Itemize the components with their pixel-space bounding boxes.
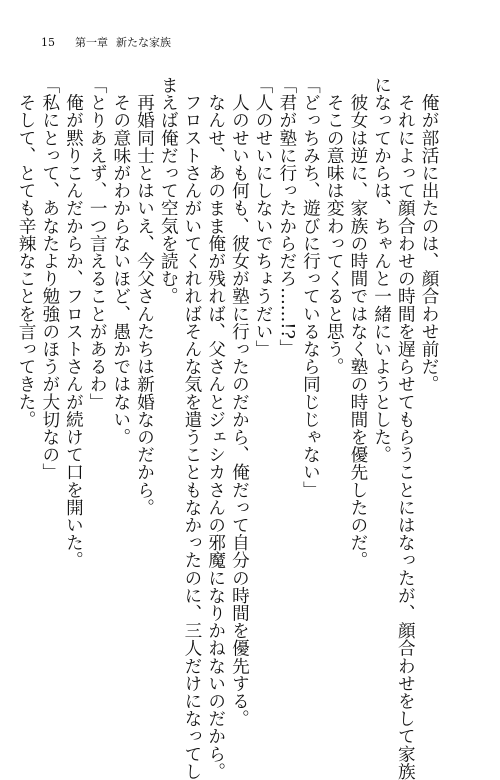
dialogue-line: 「私にとって、あなたより勉強のほうが大切なの」 [39, 76, 60, 481]
text-line: 再婚同士とはいえ、今父さんたちは新婚なのだから。 [134, 76, 155, 516]
text-line: なんせ、あのまま俺が残れば、父さんとジェシカさんの邪魔になりかねないのだから。 [205, 76, 226, 780]
text-line: そして、とても辛辣なことを言ってきた。 [16, 76, 37, 428]
body-text [13, 76, 440, 780]
text-line: フロストさんがいてくれればそんな気を遣うこともなかったのに、三人だけになってし [181, 76, 202, 780]
text-line: まえば俺だって空気を読む。 [158, 76, 179, 305]
text-line: それによって顔合わせの時間を遅らせてもらうことにはなったが、顔合わせをして家族 [395, 76, 416, 780]
chapter-title: 新たな家族 [116, 36, 171, 49]
chapter-label: 第一章 [75, 36, 108, 49]
text-line: 俺が部活に出たのは、顔合わせ前だ。 [419, 76, 439, 393]
text-line: になってからは、ちゃんと一緒にいようとした。 [371, 76, 392, 464]
dialogue-line: 「どっちみち、遊びに行っているなら同じじゃない」 [300, 76, 321, 499]
text-line: 彼女は逆に、家族の時間ではなく塾の時間を優先したのだ。 [347, 76, 368, 569]
running-header [41, 36, 171, 50]
text-line: その意味がわからないほど、愚かではない。 [110, 76, 131, 446]
text-line: 人のせいも何も、彼女が塾に行ったのだから、俺だって自分の時間を優先する。 [229, 76, 250, 728]
dialogue-line: 「人のせいにしないでちょうだい」 [253, 76, 274, 358]
text-line: 俺が黙りこんだからか、フロストさんが続けて口を開いた。 [63, 76, 84, 569]
page-number: 15 [41, 36, 55, 49]
dialogue-line: 「君が塾に行ったからだろ……!?」 [276, 76, 297, 357]
dialogue-line: 「とりあえず、一つ言えることがあるわ」 [87, 76, 108, 411]
text-line: そこの意味は変わってくると思う。 [324, 76, 345, 376]
